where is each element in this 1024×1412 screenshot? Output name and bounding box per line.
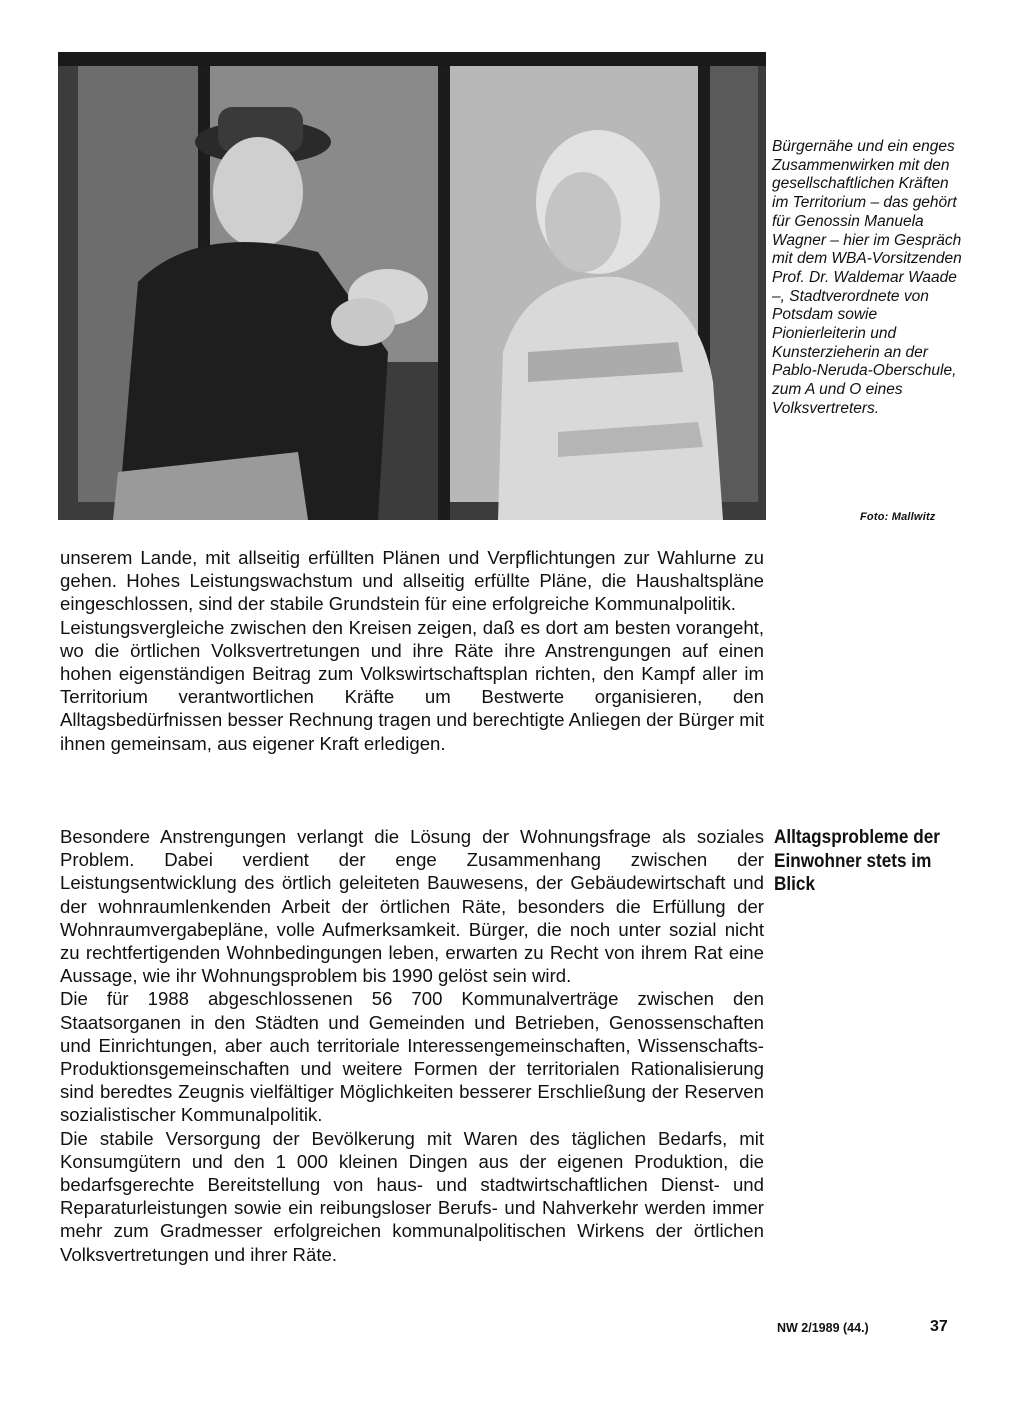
caption-text: Bürgernähe und ein enges Zusammenwirken mit den gesellschaftlichen Kräften im Territorium – das gehört für Genossin Manuela Wagner – hier im Gespräch mit dem WBA-Vorsitzenden Prof. Dr. Waldemar Waade –, Stadtverordnete von Potsdam sowie Pionierleiterin und Kunsterzieherin an der Pablo-Neruda-Oberschule, zum A und O eines Volksvertreters. xyxy=(772,138,962,417)
section-subheading: Alltagsprobleme der Einwohner stets im Blick xyxy=(774,826,940,895)
paragraph: Besondere Anstrengungen verlangt die Lösung der Wohnungsfrage als soziales Problem. Dabei verdient der enge Zusammenhang zwischen der Leistungsentwicklung des örtlich geleiteten Bauwesens, der Gebäudewirtschaft und der wohnraumlenkenden Arbeit der örtlichen Räte, besonders die Erfüllung der Wohnraumvergabepläne, volle Aufmerksamkeit. Bürger, die noch unter sozial nicht zu rechtfertigenden Wohnbedingungen leben, erwarten zu Recht von ihrem Rat eine Aussage, wie ihr Wohnungsproblem bis 1990 gelöst sein wird. xyxy=(60,826,764,987)
photo-icon xyxy=(58,52,766,520)
photo-credit: Foto: Mallwitz xyxy=(860,511,936,523)
article-block-2 xyxy=(60,825,764,1266)
photo-caption xyxy=(772,138,962,419)
issue-reference: NW 2/1989 (44.) xyxy=(777,1321,869,1335)
paragraph: Leistungsvergleiche zwischen den Kreisen zeigen, daß es dort am besten vorangeht, wo die örtlichen Volksvertretungen und ihre Räte ihre Anstrengungen auf einen hohen eigenständigen Beitrag zum Volkswirtschaftsplan richten, den Kampf aller im Territorium verantwortlichen Kräfte um Bestwerte organisieren, den Alltagsbedürfnissen besser Rechnung tragen und berechtigte Anliegen der Bürger mit ihnen gemeinsam, aus eigener Kraft erledigen. xyxy=(60,616,764,754)
paragraph: Die für 1988 abgeschlossenen 56 700 Kommunalverträge zwischen den Staatsorganen in den Städten und Gemeinden und Betrieben, Genossenschaften und Einrichtungen, aber auch territoriale Interessengemeinschaften, Wissenschafts-Produktionsgemeinschaften und weitere Formen der territorialen Rationalisierung sind beredtes Zeugnis vielfältiger Möglichkeiten besserer Erschließung der Reserven sozialistischer Kommunalpolitik. xyxy=(60,988,764,1126)
paragraph: Die stabile Versorgung der Bevölkerung mit Waren des täglichen Bedarfs, mit Konsumgütern und den 1 000 kleinen Dingen aus der eigenen Produktion, die bedarfsgerechte Bereitstellung von haus- und stadtwirtschaftlichen Dienst- und Reparaturleistungen sowie ein reibungsloser Berufs- und Nahverkehr werden immer mehr zum Gradmesser erfolgreichen kommunalpolitischen Wirkens der örtlichen Volksvertretungen und ihrer Räte. xyxy=(60,1127,764,1265)
paragraph: unserem Lande, mit allseitig erfüllten Plänen und Verpflichtungen zur Wahlurne zu gehen. Hohes Leistungswachstum und allseitig erfüllte Pläne, die Haushaltspläne eingeschlossen, sind der stabile Grundstein für eine erfolgreiche Kommunalpolitik. xyxy=(60,547,764,615)
article-block-1 xyxy=(60,546,764,755)
page-number: 37 xyxy=(930,1318,948,1335)
article-photo xyxy=(58,52,766,520)
